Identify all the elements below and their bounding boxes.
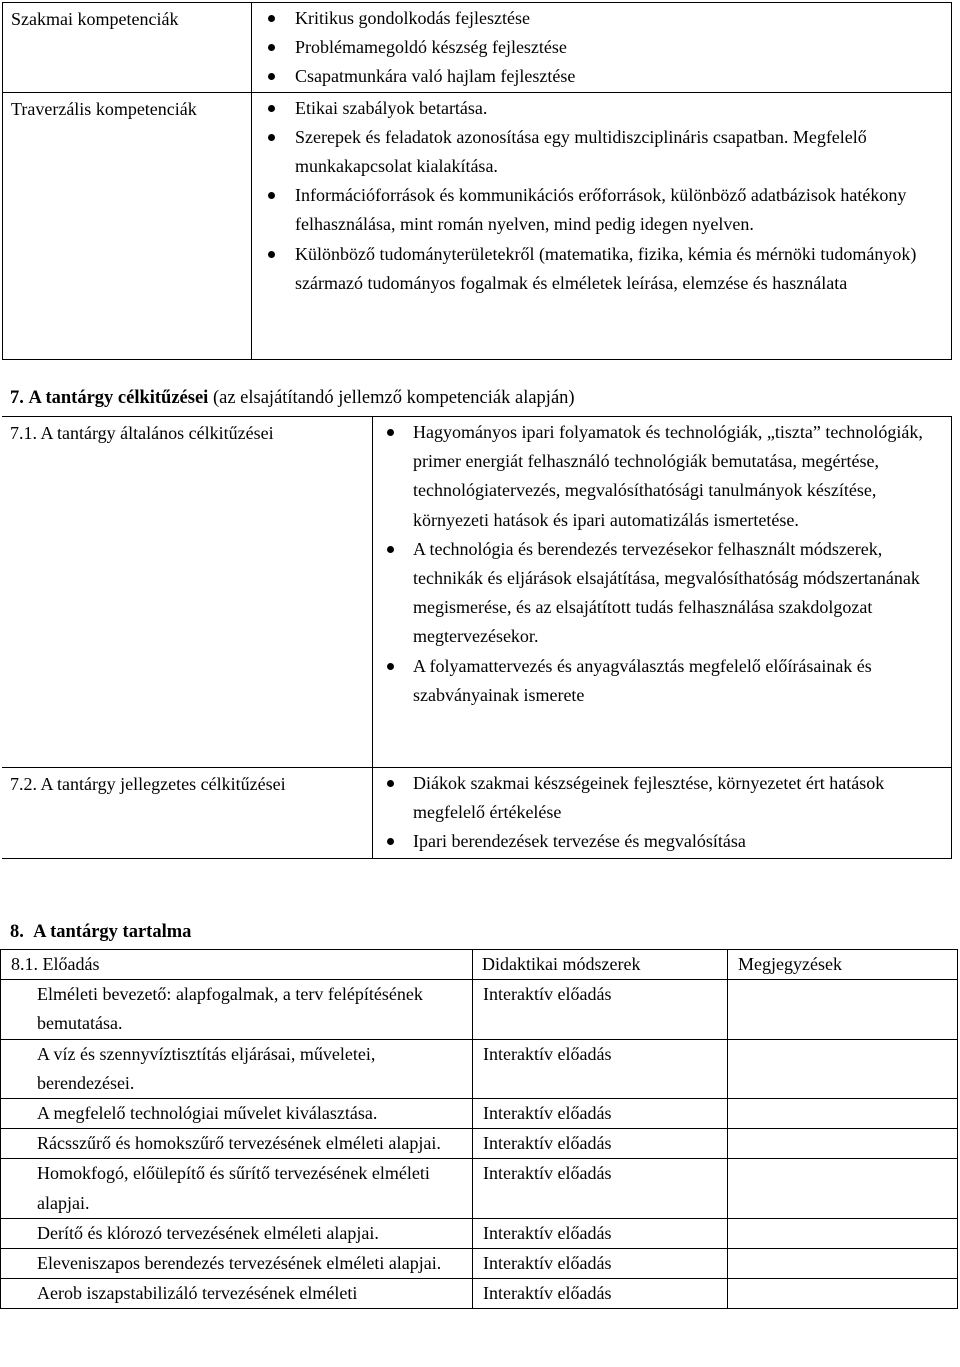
row-label-cell (2, 417, 373, 768)
topic-cell (1, 1039, 473, 1098)
note-cell (728, 1039, 958, 1098)
table-row (1, 1218, 958, 1248)
objectives-table (2, 416, 952, 859)
topic-text: A megfelelő technológiai művelet kiválasztása. (37, 1103, 378, 1124)
column-header: 8.1. Előadás (1, 950, 473, 980)
section-number: 8. (10, 922, 24, 942)
row-number (11, 1099, 37, 1128)
row-number (11, 1129, 37, 1158)
note-cell (728, 1159, 958, 1218)
section-8-heading (10, 922, 191, 943)
bullet-list (373, 769, 931, 857)
note-cell (728, 1218, 958, 1248)
row-content-cell (373, 417, 952, 768)
note-cell (728, 980, 958, 1039)
list-item: A technológia és berendezés tervezésekor felhasznált módszerek, technikák és eljárások elsajátítása, megvalósíthatóság módszertanának megismerése, és az elsajátított tudás felhasználása szakdolgozat megtervezésekor. (373, 535, 931, 652)
row-number (11, 1279, 37, 1308)
section-7-heading (10, 388, 575, 409)
section-number: 7. (10, 388, 24, 408)
bullet-list (252, 94, 921, 298)
row-number (11, 1249, 37, 1278)
column-header: Didaktikai módszerek (473, 950, 728, 980)
topic-text: A víz és szennyvíztisztítás eljárásai, műveletei, berendezései. (37, 1043, 376, 1093)
row-label-cell (3, 3, 252, 93)
row-content-cell (252, 3, 952, 93)
table-row (1, 980, 958, 1039)
list-item: Etikai szabályok betartása. (252, 94, 921, 123)
row-label-cell (3, 92, 252, 359)
column-header: Megjegyzések (728, 950, 958, 980)
row-number (11, 1040, 37, 1069)
table-row (1, 1249, 958, 1279)
row-number (11, 1159, 37, 1188)
topic-cell (1, 980, 473, 1039)
section-title: A tantárgy célkitűzései (28, 388, 209, 408)
row-label-cell (2, 768, 373, 859)
list-item: Diákok szakmai készségeinek fejlesztése, környezetet ért hatások megfelelő értékelése (373, 769, 931, 827)
list-item: Hagyományos ipari folyamatok és technológiák, „tiszta” technológiák, primer energiát felhasználó technológiák bemutatása, megértése, technológiatervezés, megvalósíthatósági tanulmányok készítése, környezeti hatások és ipari automatizálás ismertetése. (373, 418, 931, 535)
topic-text: Rácsszűrő és homokszűrő tervezésének elméleti alapjai. (37, 1133, 441, 1154)
topic-cell (1, 1129, 473, 1159)
method-cell: Interaktív előadás (473, 1099, 728, 1129)
list-item: A folyamattervezés és anyagválasztás megfelelő előírásainak és szabványainak ismerete (373, 652, 931, 710)
section-subtitle: (az elsajátítandó jellemző kompetenciák alapján) (208, 388, 575, 408)
row-number (11, 1219, 37, 1248)
topic-text: Derítő és klórozó tervezésének elméleti alapjai. (37, 1222, 379, 1243)
table-header-row (1, 950, 958, 980)
table-row (2, 417, 952, 768)
section-title: A tantárgy tartalma (33, 922, 192, 942)
topic-cell (1, 1218, 473, 1248)
method-cell: Interaktív előadás (473, 1159, 728, 1218)
topic-cell (1, 1099, 473, 1129)
method-cell: Interaktív előadás (473, 1129, 728, 1159)
table-row (1, 1129, 958, 1159)
row-content-cell (252, 92, 952, 359)
topic-text: Aerob iszapstabilizáló tervezésének elméleti (37, 1283, 358, 1304)
method-cell: Interaktív előadás (473, 1218, 728, 1248)
method-cell: Interaktív előadás (473, 1279, 728, 1309)
table-row (1, 1099, 958, 1129)
row-label: 7.2. A tantárgy jellegzetes célkitűzései (10, 774, 286, 794)
method-cell: Interaktív előadás (473, 980, 728, 1039)
list-item: Különböző tudományterületekről (matematika, fizika, kémia és mérnöki tudományok) származó tudományos fogalmak és elméletek leírása, elemzése és használata (252, 240, 921, 298)
competencies-table (2, 2, 952, 360)
table-row (1, 1159, 958, 1218)
note-cell (728, 1099, 958, 1129)
row-content-cell (373, 768, 952, 859)
table-row (3, 3, 952, 93)
table-row (3, 92, 952, 359)
topic-text: Elméleti bevezető: alapfogalmak, a terv felépítésének bemutatása. (37, 984, 423, 1034)
topic-text: Homokfogó, előülepítő és sűrítő tervezésének elméleti alapjai. (37, 1163, 430, 1213)
note-cell (728, 1249, 958, 1279)
list-item: Csapatmunkára való hajlam fejlesztése (252, 62, 951, 91)
method-cell: Interaktív előadás (473, 1249, 728, 1279)
bullet-list (252, 4, 951, 92)
note-cell (728, 1129, 958, 1159)
table-row (1, 1039, 958, 1098)
topic-cell (1, 1279, 473, 1309)
topic-text: Eleveniszapos berendezés tervezésének elméleti alapjai. (37, 1253, 442, 1274)
list-item: Információforrások és kommunikációs erőforrások, különböző adatbázisok hatékony felhasználása, mint román nyelven, mind pedig idegen nyelven. (252, 181, 921, 239)
list-item: Ipari berendezések tervezése és megvalósítása (373, 827, 931, 856)
list-item: Kritikus gondolkodás fejlesztése (252, 4, 951, 33)
row-number (11, 980, 37, 1009)
method-cell: Interaktív előadás (473, 1039, 728, 1098)
table-row (2, 768, 952, 859)
list-item: Szerepek és feladatok azonosítása egy multidiszciplináris csapatban. Megfelelő munkakapcsolat kialakítása. (252, 123, 921, 181)
row-label: Szakmai kompetenciák (11, 9, 179, 29)
content-table (0, 949, 958, 1309)
list-item: Problémamegoldó készség fejlesztése (252, 33, 951, 62)
table-row (1, 1279, 958, 1309)
bullet-list (373, 418, 931, 710)
note-cell (728, 1279, 958, 1309)
topic-cell (1, 1159, 473, 1218)
row-label: 7.1. A tantárgy általános célkitűzései (10, 423, 274, 443)
row-label: Traverzális kompetenciák (11, 98, 197, 119)
topic-cell (1, 1249, 473, 1279)
